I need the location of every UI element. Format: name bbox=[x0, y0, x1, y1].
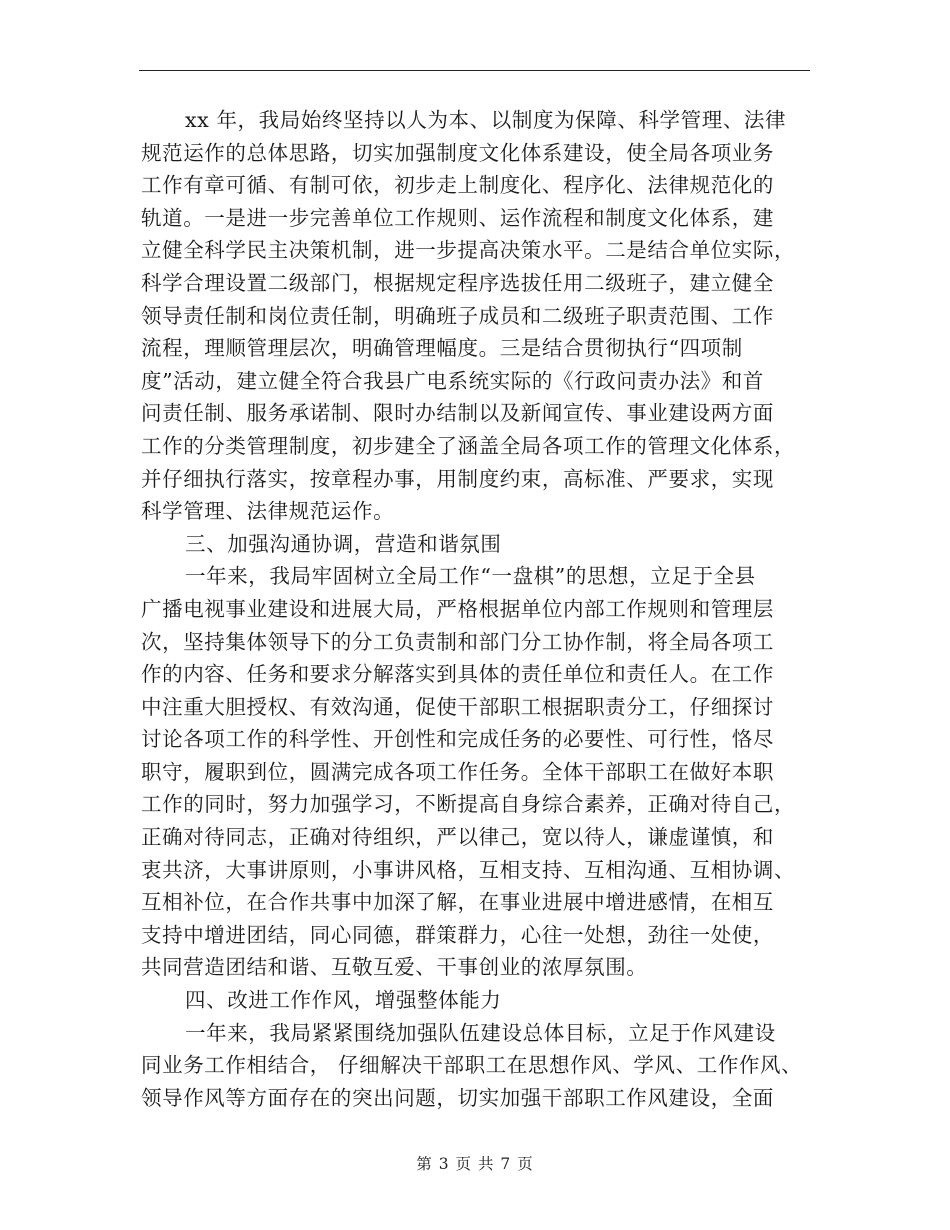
text-line: 职守，履职到位，圆满完成各项工作任务。全体干部职工在做好本职 bbox=[141, 759, 774, 784]
footer-prefix: 第 bbox=[416, 1155, 433, 1173]
current-page-number: 3 bbox=[438, 1155, 450, 1173]
text-line: 次，坚持集体领导下的分工负责制和部门分工协作制，将全局各项工 bbox=[141, 629, 774, 654]
text-line: 工作的分类管理制度，初步建全了涵盖全局各项工作的管理文化体系， bbox=[141, 433, 796, 458]
text-line: 中注重大胆授权、有效沟通，促使干部职工根据职责分工，仔细探讨 bbox=[141, 694, 774, 719]
text-line: 工作的同时，努力加强学习，不断提高自身综合素养，正确对待自己， bbox=[141, 792, 796, 817]
text-line: 科学合理设置二级部门，根据规定程序选拔任用二级班子，建立健全 bbox=[141, 270, 774, 295]
document-body bbox=[141, 104, 821, 1114]
text-line: 工作有章可循、有制可依，初步走上制度化、程序化、法律规范化的 bbox=[141, 173, 774, 198]
text-line: 同业务工作相结合， 仔细解决干部职工在思想作风、学风、工作作风、 bbox=[141, 1053, 803, 1078]
footer-middle: 页 共 bbox=[455, 1155, 495, 1173]
text-line: 三、加强沟通协调，营造和谐氛围 bbox=[185, 531, 502, 556]
text-line: 流程，理顺管理层次，明确管理幅度。三是结合贯彻执行“四项制 bbox=[141, 336, 743, 361]
text-line: 领导作风等方面存在的突出问题，切实加强干部职工作风建设，全面 bbox=[141, 1085, 774, 1110]
text-line: 度”活动，建立健全符合我县广电系统实际的《行政问责办法》和首 bbox=[141, 368, 764, 393]
text-line: 四、改进工作作风，增强整体能力 bbox=[185, 988, 502, 1013]
text-line: 领导责任制和岗位责任制，明确班子成员和二级班子职责范围、工作 bbox=[141, 303, 774, 328]
text-line: 规范运作的总体思路，切实加强制度文化体系建设，使全局各项业务 bbox=[141, 140, 774, 165]
text-line: 广播电视事业建设和进展大局，严格根据单位内部工作规则和管理层 bbox=[141, 596, 774, 621]
text-line: 并仔细执行落实，按章程办事，用制度约束，高标准、严要求，实现 bbox=[141, 466, 774, 491]
text-line: 科学管理、法律规范运作。 bbox=[141, 499, 395, 524]
text-line: 共同营造团结和谐、互敬互爱、干事创业的浓厚氛围。 bbox=[141, 955, 648, 980]
text-line: 轨道。一是进一步完善单位工作规则、运作流程和制度文化体系，建 bbox=[141, 205, 774, 230]
text-line: 一年来，我局紧紧围绕加强队伍建设总体目标，立足于作风建设 bbox=[185, 1020, 776, 1045]
text-line: 一年来，我局牢固树立全局工作“一盘棋”的思想，立足于全县 bbox=[185, 564, 756, 589]
header-rule bbox=[139, 70, 810, 71]
text-line: 作的内容、任务和要求分解落实到具体的责任单位和责任人。在工作 bbox=[141, 662, 774, 687]
text-line: 衷共济，大事讲原则，小事讲风格，互相支持、互相沟通、互相协调、 bbox=[141, 857, 796, 882]
text-line: 正确对待同志，正确对待组织，严以律己，宽以待人，谦虚谨慎，和 bbox=[141, 825, 774, 850]
text-line: xx 年，我局始终坚持以人为本、以制度为保障、科学管理、法律 bbox=[185, 108, 787, 132]
text-line: 立健全科学民主决策机制，进一步提高决策水平。二是结合单位实际， bbox=[141, 238, 796, 263]
text-line: 讨论各项工作的科学性、开创性和完成任务的必要性、可行性，恪尽 bbox=[141, 727, 774, 752]
text-line: 问责任制、服务承诺制、限时办结制以及新闻宣传、事业建设两方面 bbox=[141, 401, 774, 426]
text-line: 互相补位，在合作共事中加深了解，在事业进展中增进感情，在相互 bbox=[141, 890, 774, 915]
page-footer bbox=[0, 1152, 950, 1174]
text-line: 支持中增进团结，同心同德，群策群力，心往一处想，劲往一处使， bbox=[141, 922, 774, 947]
total-page-number: 7 bbox=[500, 1155, 512, 1173]
footer-suffix: 页 bbox=[517, 1155, 534, 1173]
